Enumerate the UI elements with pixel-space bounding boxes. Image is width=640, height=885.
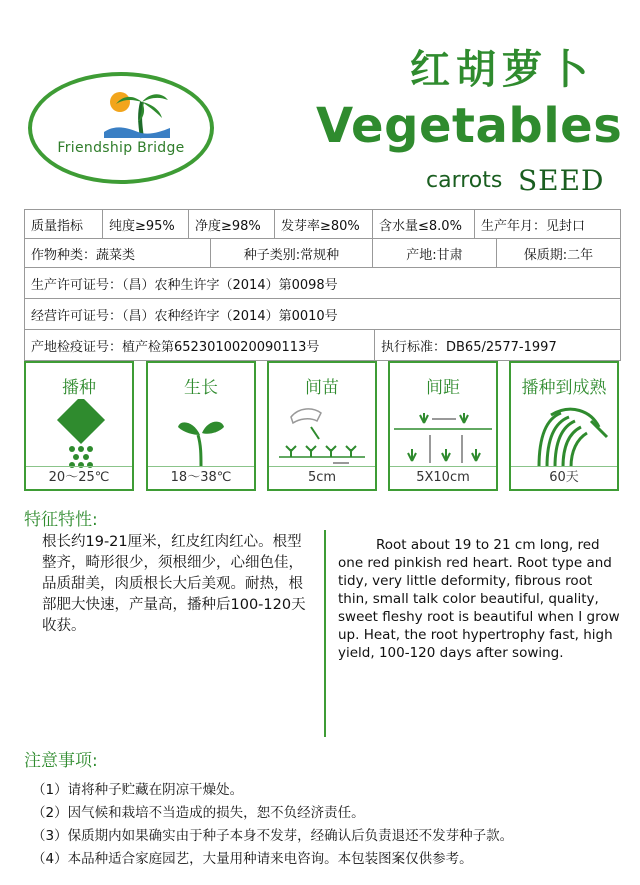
info-cell: 净度≥98% [189, 210, 275, 238]
info-table [24, 209, 621, 361]
guide-box-sowing [24, 361, 134, 491]
guide-value: 5cm [269, 466, 375, 489]
guide-value: 5X10cm [390, 466, 496, 489]
palm-island-icon [102, 88, 172, 140]
guide-box-thinning [267, 361, 377, 491]
guide-value: 18～38℃ [148, 466, 254, 489]
sowing-icon [26, 399, 132, 469]
thinning-icon [269, 399, 375, 469]
info-cell: 质量指标 [25, 210, 103, 238]
guide-label: 间距 [426, 378, 460, 398]
guide-label: 播种到成熟 [521, 378, 607, 398]
guide-value: 60天 [511, 466, 617, 489]
info-cell: 执行标准：DB65/2577-1997 [381, 339, 557, 355]
info-cell: 产地检疫证号：植产检第6523010020090113号 [25, 330, 375, 360]
subtitle-carrots: carrots [426, 168, 503, 193]
subtitle-seed: SEED [518, 164, 605, 197]
note-item: （1）请将种子贮藏在阴凉干燥处。 [32, 782, 244, 798]
features-title: 特征特性: [24, 510, 98, 530]
harvest-icon [511, 399, 617, 469]
guide-value: 20～25℃ [26, 466, 132, 489]
info-cell: 生产许可证号：（昌）农种生许字（2014）第0098号 [31, 277, 338, 293]
note-item: （3）保质期内如果确实由于种子本身不发芽，经确认后负责退还不发芽种子款。 [32, 828, 514, 844]
info-cell: 产地:甘肃 [373, 239, 497, 267]
info-row [25, 239, 620, 268]
growing-guide [24, 361, 621, 493]
info-cell: 含水量≤8.0% [373, 210, 475, 238]
sprout-icon [148, 399, 254, 469]
note-item: （4）本品种适合家庭园艺，大量用种请来电咨询。本包装图案仅供参考。 [32, 851, 473, 867]
info-row [25, 268, 620, 299]
info-row [25, 330, 620, 360]
info-cell: 作物种类：蔬菜类 [25, 239, 211, 267]
guide-label: 间苗 [305, 378, 339, 398]
info-cell: 保质期:二年 [523, 247, 594, 263]
section-divider [324, 530, 326, 737]
info-row [25, 299, 620, 330]
guide-box-maturity [509, 361, 619, 491]
guide-label: 播种 [62, 378, 96, 398]
guide-box-spacing [388, 361, 498, 491]
info-cell: 生产年月：见封口 [481, 218, 586, 234]
guide-label: 生长 [184, 378, 218, 398]
info-cell: 发芽率≥80% [275, 210, 373, 238]
info-row [25, 210, 620, 239]
note-item: （2）因气候和栽培不当造成的损失，恕不负经济责任。 [32, 805, 365, 821]
notes-title: 注意事项: [24, 751, 98, 771]
guide-box-growth [146, 361, 256, 491]
info-cell: 经营许可证号：（昌）农种经许字（2014）第0010号 [31, 308, 338, 324]
features-english-text: Root about 19 to 21 cm long, red one red pinkish red heart. Root type and tidy, very little deformity, fibrous root thin, small talk color beautiful, quality, sweet fleshy root is beautiful when I grow up. Heat, the root hypertrophy fast, high yield, 100-120 days after sowing. [338, 537, 620, 661]
info-cell: 纯度≥95% [103, 210, 189, 238]
brand-logo [28, 72, 214, 184]
info-cell: 种子类别:常规种 [211, 239, 373, 267]
spacing-icon [390, 399, 496, 469]
title-english: Vegetables [316, 98, 623, 154]
logo-text: Friendship Bridge [57, 140, 185, 156]
features-chinese-text: 根长约19-21厘米，红皮红肉红心。根型整齐，畸形很少，须根细少，心细色佳，品质甜美，肉质根长大后美观。耐热，根部肥大快速，产量高，播种后100-120天收获。 [42, 534, 306, 634]
title-chinese: 红胡萝卜 [410, 46, 594, 93]
